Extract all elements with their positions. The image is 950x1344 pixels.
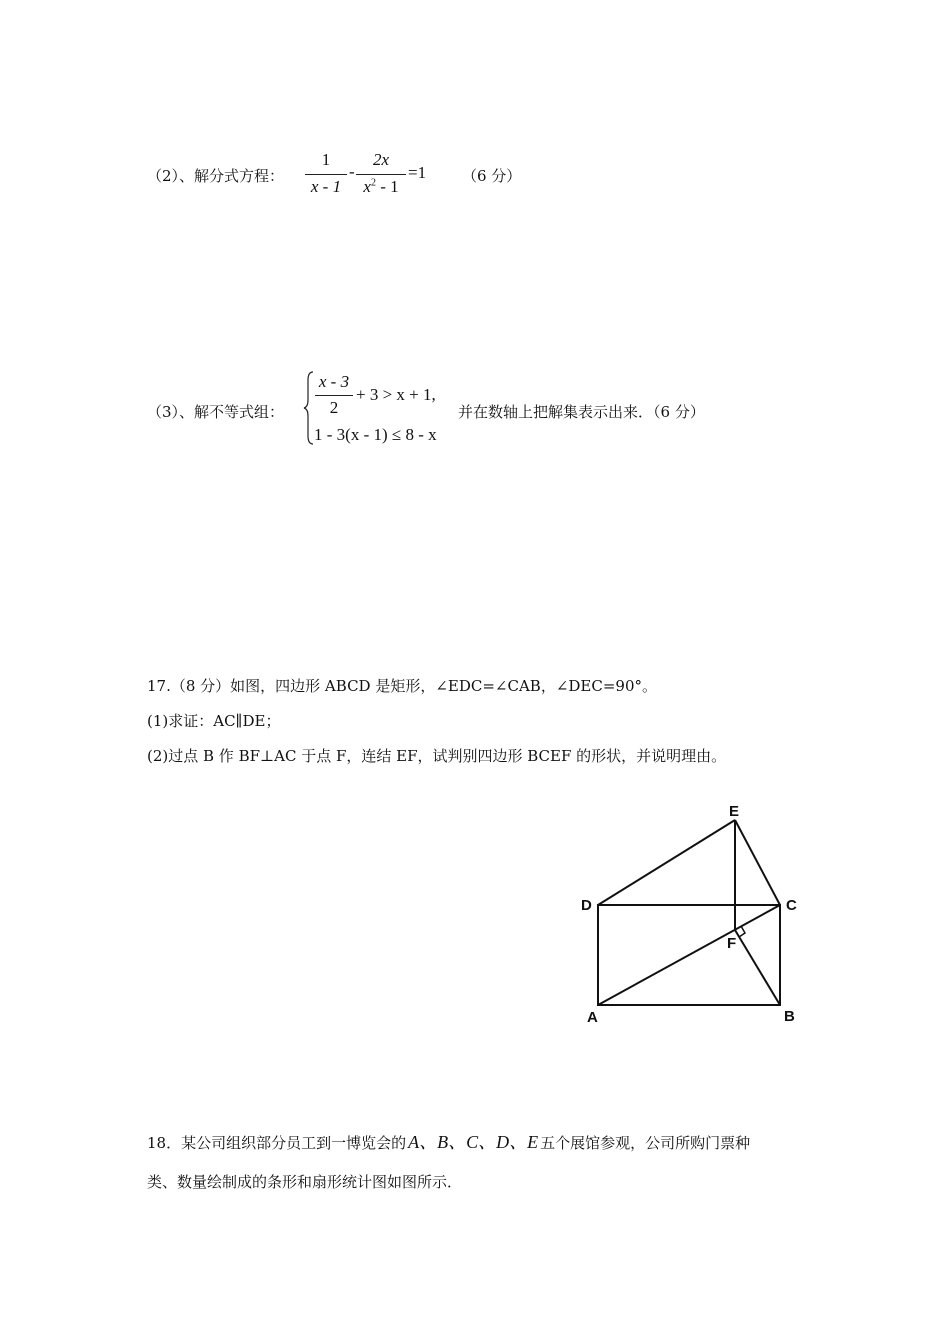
q18-line-1 — [147, 1128, 750, 1154]
q18-line-1-start: 18．某公司组织部分员工到一博览会的 — [147, 1134, 407, 1152]
figure-lines — [575, 795, 815, 1035]
label-e: E — [729, 803, 740, 820]
q17-line-1: 17.（8 分）如图，四边形 ABCD 是矩形，∠EDC=∠CAB，∠DEC=90°。 — [147, 677, 658, 695]
q17-line-3: (2)过点 B 作 BF⊥AC 于点 F，连结 EF，试判别四边形 BCEF 的形状，并说明理由。 — [147, 747, 727, 765]
label-b: B — [784, 1008, 795, 1025]
q3-tail: 并在数轴上把解集表示出来．（6 分） — [458, 403, 705, 421]
q3-frac-denominator: 2 — [329, 398, 339, 417]
segment-ac — [598, 905, 780, 1005]
q2-frac1-denominator: x - 1 — [310, 177, 342, 196]
q2-minus: - — [349, 162, 355, 181]
q2-fraction-1 — [305, 150, 347, 200]
q2-frac2-denominator: $x^2 - 1$ — [363, 177, 399, 196]
q3-frac-bar — [315, 395, 353, 396]
q3-row2: 1 - 3(x - 1) ≤ 8 - x — [314, 425, 437, 444]
q2-frac1-bar — [305, 174, 347, 175]
label-c: C — [786, 897, 797, 914]
segment-de — [598, 820, 735, 905]
q17-line-2: (1)求证：AC∥DE； — [147, 712, 281, 730]
q3-fraction — [315, 372, 353, 420]
q3-frac-numerator: x - 3 — [318, 372, 350, 391]
label-d: D — [581, 897, 592, 914]
q3-label: （3）、解不等式组： — [147, 403, 285, 421]
q2-label: （2）、解分式方程： — [147, 167, 285, 185]
q3-row1-rest: + 3 > x + 1, — [356, 385, 436, 404]
segment-ec — [735, 820, 780, 905]
q2-frac2-bar — [356, 174, 406, 175]
segment-bf — [735, 930, 780, 1005]
geometry-figure — [575, 795, 815, 1035]
q18-line-1-end: 五个展馆参观，公司所购门票种 — [540, 1134, 751, 1152]
label-f: F — [727, 935, 737, 952]
q2-frac2-numerator: 2x — [372, 150, 390, 169]
q2-frac1-numerator: 1 — [321, 150, 331, 169]
q2-rhs: =1 — [408, 163, 427, 182]
q2-score: （6 分） — [462, 167, 522, 185]
q18-line-2: 类、数量绘制成的条形和扇形统计图如图所示． — [147, 1173, 463, 1191]
q18-venue-letters: A、B、C、D、E — [408, 1132, 539, 1152]
label-a: A — [587, 1009, 598, 1026]
q2-fraction-2 — [356, 150, 406, 200]
